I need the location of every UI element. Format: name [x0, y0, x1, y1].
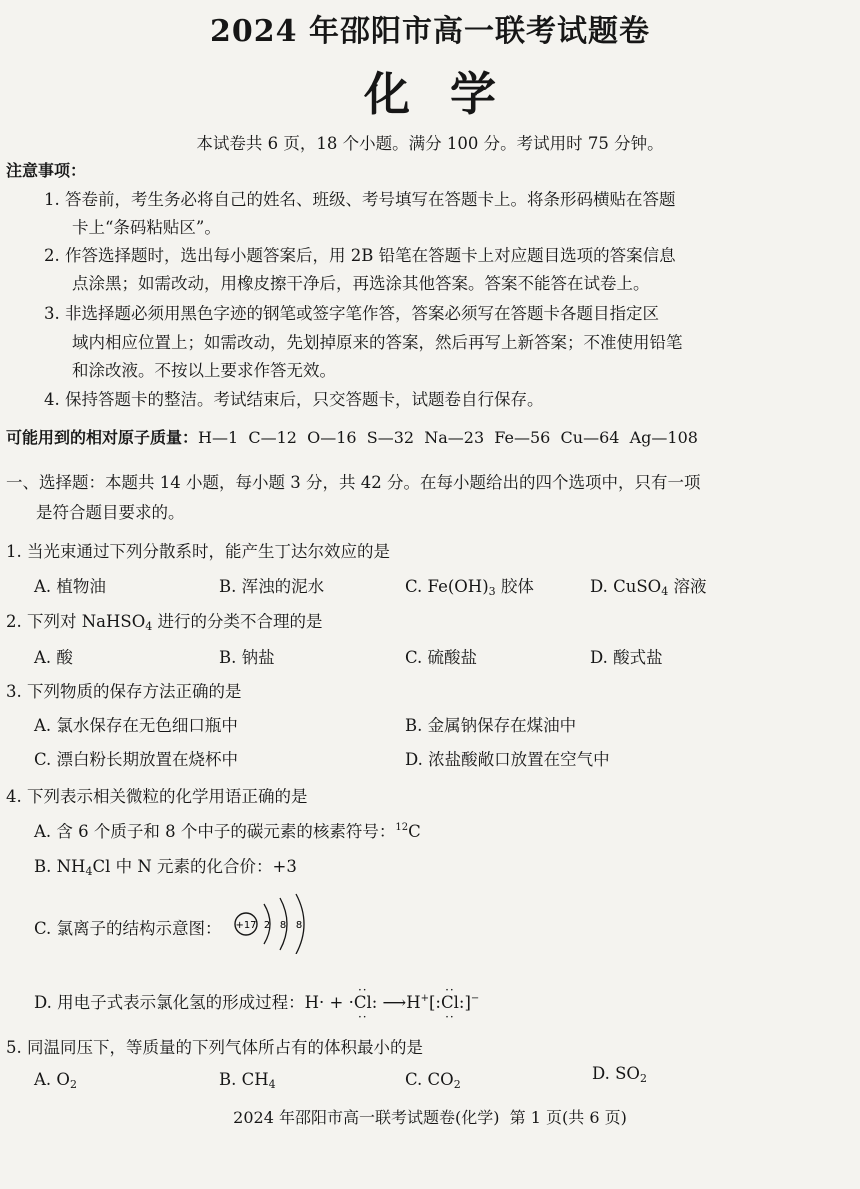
chlorine-ion-structure-diagram — [232, 890, 332, 954]
notice-heading: 注意事项： — [6, 161, 87, 180]
notice-line: 卡上“条码粘贴区”。 — [72, 218, 221, 237]
question-5-stem: 5. 同温同压下，等质量的下列气体所占有的体积最小的是 — [6, 1038, 423, 1057]
atomic-masses — [6, 425, 698, 448]
q1-option-d: D. CuSO$_4$ 溶液 — [590, 577, 707, 598]
exam-title: 2024 年邵阳市高一联考试题卷 — [210, 14, 650, 49]
q5-option-d: D. $SO_2$ — [592, 1064, 647, 1085]
q1-option-b: B. 浑浊的泥水 — [219, 577, 325, 596]
page-footer: 2024 年邵阳市高一联考试题卷(化学) 第 1 页(共 6 页) — [233, 1108, 627, 1127]
shell-electrons-2: 8 — [279, 920, 287, 931]
q2-option-b: B. 钠盐 — [219, 648, 275, 667]
exam-info: 本试卷共 6 页，18 个小题。满分 100 分。考试用时 75 分钟。 — [196, 134, 664, 153]
cl-ion-dots: ·· Cl ·· — [440, 983, 459, 1024]
notice-line: 和涂改液。不按以上要求作答无效。 — [72, 361, 336, 380]
shell-electrons-3: 8 — [295, 920, 303, 931]
q2-option-c: C. 硫酸盐 — [405, 648, 478, 667]
notice-line: 域内相应位置上；如需改动，先划掉原来的答案，然后再写上新答案；不准使用铅笔 — [72, 333, 683, 352]
atomic-masses-label: 可能用到的相对原子质量： — [6, 428, 199, 447]
question-1-stem: 1. 当光束通过下列分散系时，能产生丁达尔效应的是 — [6, 542, 390, 561]
cl-atom-dots: ·· Cl ·· — [353, 983, 372, 1024]
notice-line: 点涂黑；如需改动，用橡皮擦干净后，再选涂其他答案。答案不能答在试卷上。 — [72, 274, 650, 293]
q3-option-a: A. 氯水保存在无色细口瓶中 — [34, 716, 238, 735]
shell-electrons-1: 2 — [263, 920, 271, 931]
q5-option-b: B. $CH_4$ — [219, 1070, 276, 1091]
q5-option-a: A. $O_2$ — [34, 1070, 77, 1091]
subject-title: 化学 — [364, 67, 536, 121]
question-2-stem: 2. 下列对 NaHSO$_4$ 进行的分类不合理的是 — [6, 612, 323, 633]
q3-option-c: C. 漂白粉长期放置在烧杯中 — [34, 750, 239, 769]
q2-option-a: A. 酸 — [34, 648, 73, 667]
q4-option-b: B. $NH_4Cl$ 中 N 元素的化合价：+3 — [34, 857, 297, 878]
section-1-heading: 一、选择题：本题共 14 小题，每小题 3 分，共 42 分。在每小题给出的四个选项中，只有一项 — [6, 473, 701, 492]
notice-line: 3. 非选择题必须用黑色字迹的钢笔或签字笔作答，答案必须写在答题卡各题目指定区 — [44, 304, 659, 323]
section-1-heading-cont: 是符合题目要求的。 — [36, 503, 185, 522]
q1-option-c: C. $Fe(OH)_3$ 胶体 — [405, 577, 534, 598]
notice-line: 2. 作答选择题时，选出每小题答案后，用 2B 铅笔在答题卡上对应题目选项的答案信息 — [44, 246, 676, 265]
notice-line: 4. 保持答题卡的整洁。考试结束后，只交答题卡，试题卷自行保存。 — [44, 390, 544, 409]
nucleus-label: +17 — [235, 920, 257, 931]
question-3-stem: 3. 下列物质的保存方法正确的是 — [6, 682, 242, 701]
q1-option-a: A. 植物油 — [34, 577, 106, 596]
atomic-masses-values: H—1 C—12 O—16 S—32 Na—23 Fe—56 Cu—64 Ag—108 — [198, 428, 698, 447]
q4-option-d: D. 用电子式表示氯化氢的形成过程：H· + · ·· Cl ·· : ⟶H+[: ·· Cl ·· :]− — [34, 983, 480, 1024]
question-4-stem: 4. 下列表示相关微粒的化学用语正确的是 — [6, 787, 308, 806]
q3-option-d: D. 浓盐酸敞口放置在空气中 — [405, 750, 610, 769]
q2-option-d: D. 酸式盐 — [590, 648, 663, 667]
q3-option-b: B. 金属钠保存在煤油中 — [405, 716, 577, 735]
notice-line: 1. 答卷前，考生务必将自己的姓名、班级、考号填写在答题卡上。将条形码横贴在答题 — [44, 190, 676, 209]
q4-option-c: C. 氯离子的结构示意图： — [34, 919, 222, 938]
q5-option-c: C. $CO_2$ — [405, 1070, 461, 1091]
q4-option-a: A. 含 6 个质子和 8 个中子的碳元素的核素符号：$^{12}$C — [34, 822, 421, 841]
